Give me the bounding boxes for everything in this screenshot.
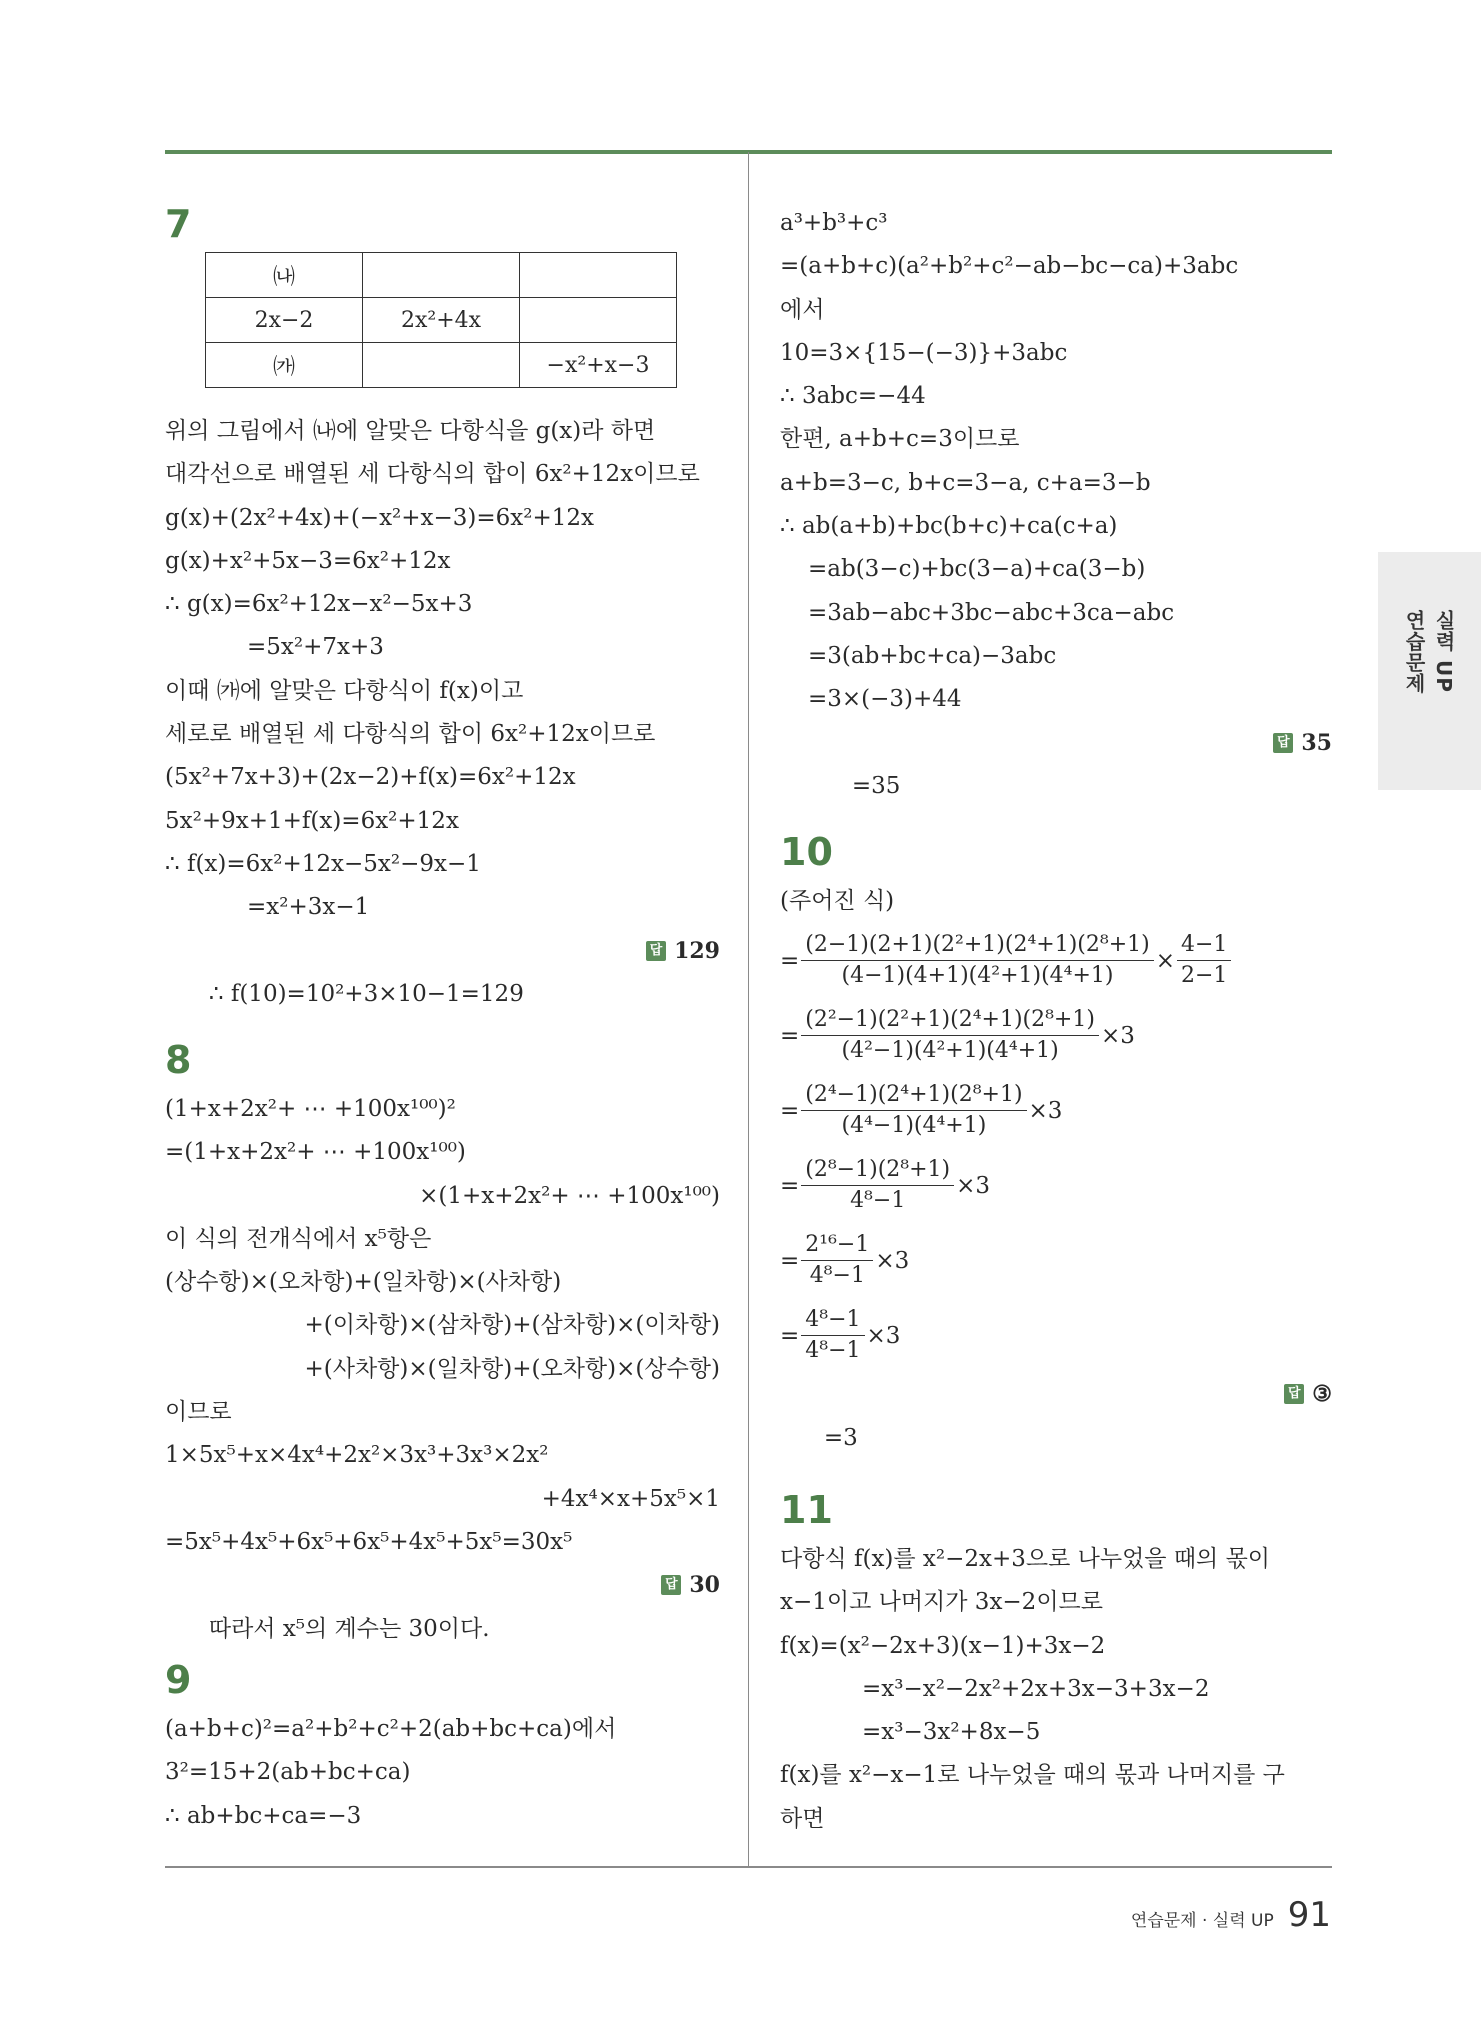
- solution-line: g(x)+(2x²+4x)+(−x²+x−3)=6x²+12x: [165, 504, 594, 531]
- solution-line: (1+x+2x²+ ⋯ +100x¹⁰⁰)²: [165, 1096, 456, 1122]
- numerator: 4−1: [1177, 930, 1231, 961]
- numerator: (2⁴−1)(2⁴+1)(2⁸+1): [801, 1080, 1026, 1111]
- equals-sign: =: [780, 947, 800, 974]
- solution-text: 따라서 x⁵의 계수는 30이다.: [208, 1615, 490, 1642]
- solution-line: =5x²+7x+3: [247, 634, 384, 661]
- solution-line: =(a+b+c)(a²+b²+c²−ab−bc−ca)+3abc: [780, 253, 1239, 280]
- solution-text: =35: [851, 772, 901, 799]
- answer-value: 129: [674, 937, 720, 964]
- fraction-tail: ×3: [866, 1322, 901, 1349]
- column-divider: [748, 152, 749, 1866]
- page-footer: [1131, 1895, 1331, 1935]
- problem-number: 8: [165, 1038, 192, 1082]
- solution-line: (a+b+c)²=a²+b²+c²+2(ab+bc+ca)에서: [165, 1716, 617, 1742]
- side-tab: [1378, 552, 1481, 790]
- solution-line: (주어진 식): [780, 888, 895, 914]
- equals-sign: =: [780, 1022, 800, 1049]
- solution-line: =5x⁵+4x⁵+6x⁵+6x⁵+4x⁵+5x⁵=30x⁵: [165, 1528, 573, 1555]
- fraction-step: [780, 1298, 1332, 1373]
- equals-sign: =: [780, 1247, 800, 1274]
- solution-line: g(x)+x²+5x−3=6x²+12x: [165, 547, 451, 574]
- equals-sign: =: [780, 1322, 800, 1349]
- solution-line: =3ab−abc+3bc−abc+3ca−abc: [808, 599, 1175, 626]
- solution-line: 이때 ㈎에 알맞은 다항식이 f(x)이고: [165, 677, 524, 704]
- fraction-tail: ×3: [1100, 1022, 1135, 1049]
- problem-8: [165, 1038, 720, 1737]
- fraction: [801, 1155, 954, 1216]
- denominator: 4⁸−1: [850, 1188, 906, 1214]
- fraction: [801, 1005, 1099, 1066]
- solution-line: =(1+x+2x²+ ⋯ +100x¹⁰⁰): [165, 1139, 466, 1166]
- fraction-step: [780, 1073, 1332, 1148]
- problem-number: 9: [165, 1658, 192, 1702]
- numerator: (2−1)(2+1)(2²+1)(2⁴+1)(2⁸+1): [801, 930, 1153, 961]
- problem-11: [780, 1488, 1332, 1841]
- answer-value: 35: [1301, 729, 1332, 756]
- solution-line: 3²=15+2(ab+bc+ca): [165, 1759, 411, 1786]
- solution-line: f(x)를 x²−x−1로 나누었을 때의 몫과 나머지를 구: [780, 1762, 1285, 1789]
- solution-line: ∴ g(x)=6x²+12x−x²−5x+3: [165, 591, 473, 618]
- solution-line: (상수항)×(오차항)+(일차항)×(사차항): [165, 1269, 562, 1296]
- problem-7: [165, 202, 720, 1103]
- fraction: [801, 930, 1153, 991]
- solution-line: +4x⁴×x+5x⁵×1: [541, 1485, 720, 1512]
- problem-9-continued: [780, 202, 1332, 895]
- solution-line: 대각선으로 배열된 세 다항식의 합이 6x²+12x이므로: [165, 461, 700, 488]
- solution-line: =3(ab+bc+ca)−3abc: [808, 642, 1057, 669]
- grid-cell: [363, 253, 520, 298]
- solution-line: 이므로: [165, 1399, 232, 1426]
- denominator: (4²−1)(4²+1)(4⁴+1): [841, 1038, 1059, 1064]
- page-number: 91: [1287, 1895, 1331, 1935]
- equals-sign: =: [780, 1097, 800, 1124]
- solution-text: ∴ f(10)=10²+3×10−1=129: [208, 980, 524, 1007]
- answer-value: ③: [1312, 1381, 1332, 1408]
- solution-line: ∴ ab(a+b)+bc(b+c)+ca(c+a): [780, 513, 1118, 540]
- numerator: (2⁸−1)(2⁸+1): [801, 1155, 954, 1186]
- solution-line: ∴ ab+bc+ca=−3: [165, 1802, 362, 1829]
- denominator: (4−1)(4+1)(4²+1)(4⁴+1): [841, 963, 1114, 989]
- solution-line: 1×5x⁵+x×4x⁴+2x²×3x³+3x³×2x²: [165, 1442, 549, 1469]
- solution-line: =x³−x²−2x²+2x+3x−3+3x−2: [862, 1675, 1210, 1702]
- solution-line: 10=3×{15−(−3)}+3abc: [780, 339, 1068, 366]
- solution-line: (5x²+7x+3)+(2x−2)+f(x)=6x²+12x: [165, 764, 576, 791]
- fraction-step: [780, 923, 1332, 998]
- solution-line: +(사차항)×(일차항)+(오차항)×(상수항): [304, 1355, 720, 1382]
- solution-line: x−1이고 나머지가 3x−2이므로: [780, 1589, 1103, 1616]
- answer-value: 30: [689, 1572, 720, 1599]
- solution-line: ∴ 3abc=−44: [780, 383, 926, 410]
- solution-line: 한편, a+b+c=3이므로: [780, 426, 1020, 453]
- solution-line: 위의 그림에서 ㈏에 알맞은 다항식을 g(x)라 하면: [165, 418, 656, 444]
- side-tab-line2: 연습문제: [1402, 610, 1426, 694]
- polynomial-grid: [205, 252, 677, 388]
- fraction-step: [780, 1148, 1332, 1223]
- solution-line: 하면: [780, 1805, 825, 1832]
- solution-line: =x³−3x²+8x−5: [862, 1719, 1041, 1746]
- fraction-tail: ×3: [956, 1172, 991, 1199]
- grid-cell: [363, 343, 520, 388]
- solution-line: =3×(−3)+44: [808, 686, 962, 713]
- solution-line: +(이차항)×(삼차항)+(삼차항)×(이차항): [304, 1312, 720, 1339]
- problem-number: 7: [165, 202, 192, 246]
- problem-number: 11: [780, 1488, 833, 1532]
- solution-line: 이 식의 전개식에서 x⁵항은: [165, 1225, 432, 1252]
- grid-cell: ㈏: [206, 253, 363, 298]
- problem-9: [165, 1658, 720, 1838]
- times-sign: ×: [1155, 947, 1175, 974]
- problem-number: 10: [780, 830, 833, 874]
- solution-line: 에서: [780, 296, 825, 323]
- answer-badge-icon: 답: [646, 941, 666, 961]
- numerator: 4⁸−1: [801, 1305, 864, 1336]
- side-tab-line1: 실력 UP: [1432, 610, 1456, 693]
- fraction: [801, 1305, 864, 1366]
- fraction-step: [780, 998, 1332, 1073]
- grid-cell: [520, 298, 677, 343]
- fraction: [801, 1230, 873, 1291]
- solution-line: a+b=3−c, b+c=3−a, c+a=3−b: [780, 469, 1151, 496]
- grid-cell: −x²+x−3: [520, 343, 677, 388]
- solution-line: 세로로 배열된 세 다항식의 합이 6x²+12x이므로: [165, 721, 656, 748]
- denominator: 4⁸−1: [809, 1263, 865, 1289]
- solution-line: =x²+3x−1: [247, 894, 370, 921]
- solution-line: ×(1+x+2x²+ ⋯ +100x¹⁰⁰): [419, 1182, 720, 1209]
- solution-line: a³+b³+c³: [780, 210, 888, 236]
- equals-sign: =: [780, 1172, 800, 1199]
- solution-line: =ab(3−c)+bc(3−a)+ca(3−b): [808, 556, 1146, 583]
- problem-10: [780, 830, 1332, 1546]
- solution-line: 5x²+9x+1+f(x)=6x²+12x: [165, 807, 459, 834]
- solution-line: 다항식 f(x)를 x²−2x+3으로 나누었을 때의 몫이: [780, 1546, 1271, 1572]
- solution-line: ∴ f(x)=6x²+12x−5x²−9x−1: [165, 850, 481, 877]
- answer: [1284, 1379, 1332, 1409]
- grid-cell: [520, 253, 677, 298]
- solution-line: f(x)=(x²−2x+3)(x−1)+3x−2: [780, 1632, 1106, 1659]
- denominator: 4⁸−1: [805, 1338, 861, 1364]
- grid-cell: 2x−2: [206, 298, 363, 343]
- denominator: (4⁴−1)(4⁴+1): [841, 1113, 987, 1139]
- answer: [1273, 728, 1332, 758]
- answer-badge-icon: 답: [1284, 1384, 1304, 1404]
- footer-section-label: 연습문제 · 실력 UP: [1130, 1911, 1274, 1931]
- fraction: [801, 1080, 1026, 1141]
- fraction-tail: ×3: [875, 1247, 910, 1274]
- fraction-tail: ×3: [1028, 1097, 1063, 1124]
- fraction-step: [780, 1223, 1332, 1298]
- answer-badge-icon: 답: [1273, 733, 1293, 753]
- numerator: 2¹⁶−1: [801, 1230, 873, 1261]
- fraction: [1177, 930, 1231, 991]
- answer-badge-icon: 답: [661, 1575, 681, 1595]
- denominator: 2−1: [1181, 963, 1228, 989]
- numerator: (2²−1)(2²+1)(2⁴+1)(2⁸+1): [801, 1005, 1099, 1036]
- solution-text: =3: [823, 1424, 858, 1451]
- grid-cell: 2x²+4x: [363, 298, 520, 343]
- bottom-rule: [165, 1866, 1332, 1868]
- answer: [661, 1570, 720, 1600]
- answer: [646, 936, 720, 966]
- grid-cell: ㈎: [206, 343, 363, 388]
